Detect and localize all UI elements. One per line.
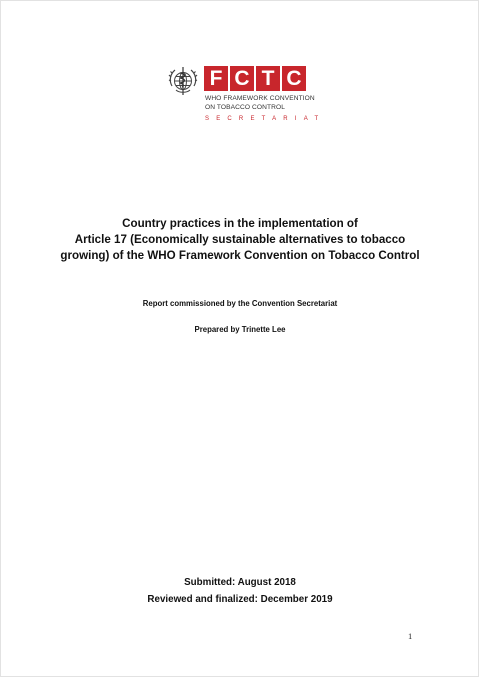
fctc-wordmark (204, 66, 306, 91)
title-line-2: Article 17 (Economically sustainable alternatives to tobacco (74, 233, 406, 246)
reviewed-date: Reviewed and finalized: December 2019 (147, 594, 333, 605)
page-number: 1 (408, 631, 413, 641)
logo-letter-c: C (230, 66, 254, 91)
fctc-logo (166, 62, 326, 132)
logo-letter-c2: C (282, 66, 306, 91)
logo-letter-f: F (204, 66, 228, 91)
who-emblem-icon (166, 64, 200, 98)
prepared-by: Prepared by Trinette Lee (194, 325, 286, 334)
logo-secretariat: SECRETARIAT (205, 116, 326, 122)
title-line-3: growing) of the WHO Framework Convention on Tobacco Control (60, 249, 420, 262)
document-title (40, 216, 440, 264)
logo-subtitle-line2: ON TOBACCO CONTROL (205, 104, 285, 111)
commissioned-by: Report commissioned by the Convention Secretariat (142, 299, 338, 308)
title-line-1: Country practices in the implementation of (122, 217, 358, 230)
submitted-date: Submitted: August 2018 (184, 577, 296, 588)
logo-subtitle-line1: WHO FRAMEWORK CONVENTION (205, 95, 315, 102)
logo-letter-t: T (256, 66, 280, 91)
